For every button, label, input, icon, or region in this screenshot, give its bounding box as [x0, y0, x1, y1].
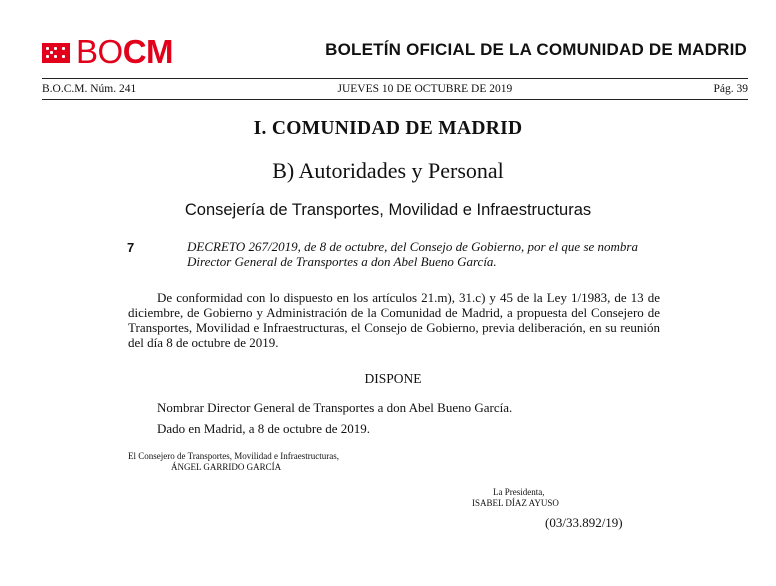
section-title: I. COMUNIDAD DE MADRID — [253, 118, 523, 139]
decree-dated: Dado en Madrid, a 8 de octubre de 2019. — [157, 421, 370, 436]
header-rule-top — [42, 78, 748, 79]
document-reference: (03/33.892/19) — [545, 515, 623, 530]
signer1-name: ÁNGEL GARRIDO GARCÍA — [171, 462, 282, 472]
bulletin-date: JUEVES 10 DE OCTUBRE DE 2019 — [337, 83, 513, 95]
bulletin-number: B.O.C.M. Núm. 241 — [42, 83, 137, 95]
decree-resolution: Nombrar Director General de Transportes a don Abel Bueno García. — [157, 400, 513, 415]
department-name: Consejería de Transportes, Movilidad e Infraestructuras — [184, 201, 592, 219]
madrid-flag-icon — [42, 43, 70, 63]
page-number: Pág. 39 — [713, 83, 748, 95]
signature-block-consejero — [128, 451, 339, 473]
signer2-role: La Presidenta, — [493, 487, 545, 497]
bocm-logo — [42, 35, 173, 69]
decree-body: De conformidad con lo dispuesto en los artículos 21.m), 31.c) y 45 de la Ley 1/1983, de 13 de diciembre, de Gobierno y Administración de la Comunidad de Madrid, a propuesta del Consejero de Transportes, Movilidad e Infraestructuras, el Consejo de Gobierno, previa deliberación, en su reunión del día 8 de octubre de 2019. — [128, 290, 660, 350]
dispone-heading: DISPONE — [364, 371, 422, 386]
signer1-role: El Consejero de Transportes, Movilidad e Infraestructuras, — [128, 451, 339, 461]
logo-wordmark: BOCM — [76, 33, 174, 70]
bulletin-title: BOLETÍN OFICIAL DE LA COMUNIDAD DE MADRID — [325, 40, 747, 59]
header-rule-bottom — [42, 99, 748, 100]
signature-block-presidenta — [472, 487, 559, 509]
signer2-name: ISABEL DÍAZ AYUSO — [472, 498, 559, 508]
header-meta-row — [42, 83, 748, 95]
decree-title: DECRETO 267/2019, de 8 de octubre, del Consejo de Gobierno, por el que se nombra Director General de Transportes a don Abel Bueno García. — [187, 239, 638, 269]
decree-number: 7 — [127, 240, 135, 255]
subsection-title: B) Autoridades y Personal — [272, 158, 504, 183]
